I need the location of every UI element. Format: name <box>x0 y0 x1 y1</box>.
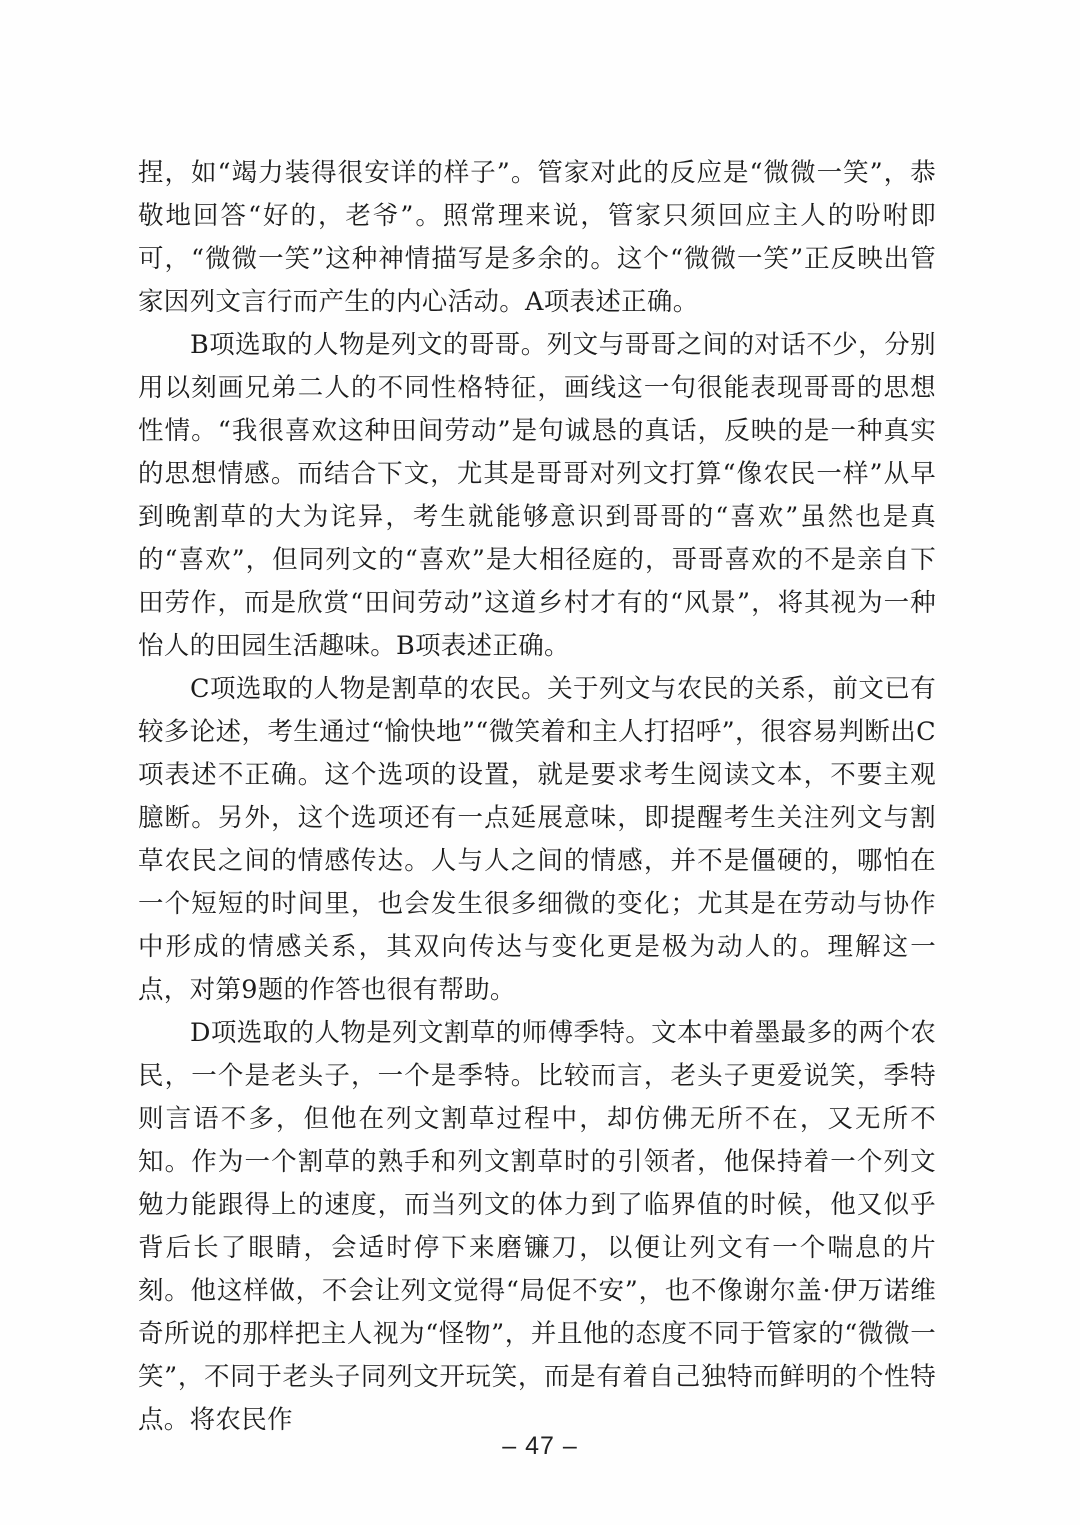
page-number: – 47 – <box>502 1432 578 1460</box>
paragraph-option-c: C项选取的人物是割草的农民。关于列文与农民的关系，前文已有较多论述，考生通过“愉快地”“微笑着和主人打招呼”，很容易判断出C项表述不正确。这个选项的设置，就是要求考生阅读文本，不要主观臆断。另外，这个选项还有一点延展意味，即提醒考生关注列文与割草农民之间的情感传达。人与人之间的情感，并不是僵硬的，哪怕在一个短短的时间里，也会发生很多细微的变化；尤其是在劳动与协作中形成的情感关系，其双向传达与变化更是极为动人的。理解这一点，对第9题的作答也很有帮助。 <box>138 674 936 1005</box>
body-text <box>138 152 936 1442</box>
paragraph-a-continuation: 捏，如“竭力装得很安详的样子”。管家对此的反应是“微微一笑”，恭敬地回答“好的，老爷”。照常理来说，管家只须回应主人的吩咐即可，“微微一笑”这种神情描写是多余的。这个“微微一笑”正反映出管家因列文言行而产生的内心活动。A项表述正确。 <box>138 158 936 317</box>
paragraph-option-b: B项选取的人物是列文的哥哥。列文与哥哥之间的对话不少，分别用以刻画兄弟二人的不同性格特征，画线这一句很能表现哥哥的思想性情。“我很喜欢这种田间劳动”是句诚恳的真话，反映的是一种真实的思想情感。而结合下文，尤其是哥哥对列文打算“像农民一样”从早到晚割草的大为诧异，考生就能够意识到哥哥的“喜欢”虽然也是真的“喜欢”，但同列文的“喜欢”是大相径庭的，哥哥喜欢的不是亲自下田劳作，而是欣赏“田间劳动”这道乡村才有的“风景”，将其视为一种怡人的田园生活趣味。B项表述正确。 <box>138 330 936 661</box>
paragraph-option-d: D项选取的人物是列文割草的师傅季特。文本中着墨最多的两个农民，一个是老头子，一个是季特。比较而言，老头子更爱说笑，季特则言语不多，但他在列文割草过程中，却仿佛无所不在，又无所不知。作为一个割草的熟手和列文割草时的引领者，他保持着一个列文勉力能跟得上的速度，而当列文的体力到了临界值的时候，他又似乎背后长了眼睛，会适时停下来磨镰刀，以便让列文有一个喘息的片刻。他这样做，不会让列文觉得“局促不安”，也不像谢尔盖·伊万诺维奇所说的那样把主人视为“怪物”，并且他的态度不同于管家的“微微一笑”，不同于老头子同列文开玩笑，而是有着自己独特而鲜明的个性特点。将农民作 <box>138 1018 936 1435</box>
